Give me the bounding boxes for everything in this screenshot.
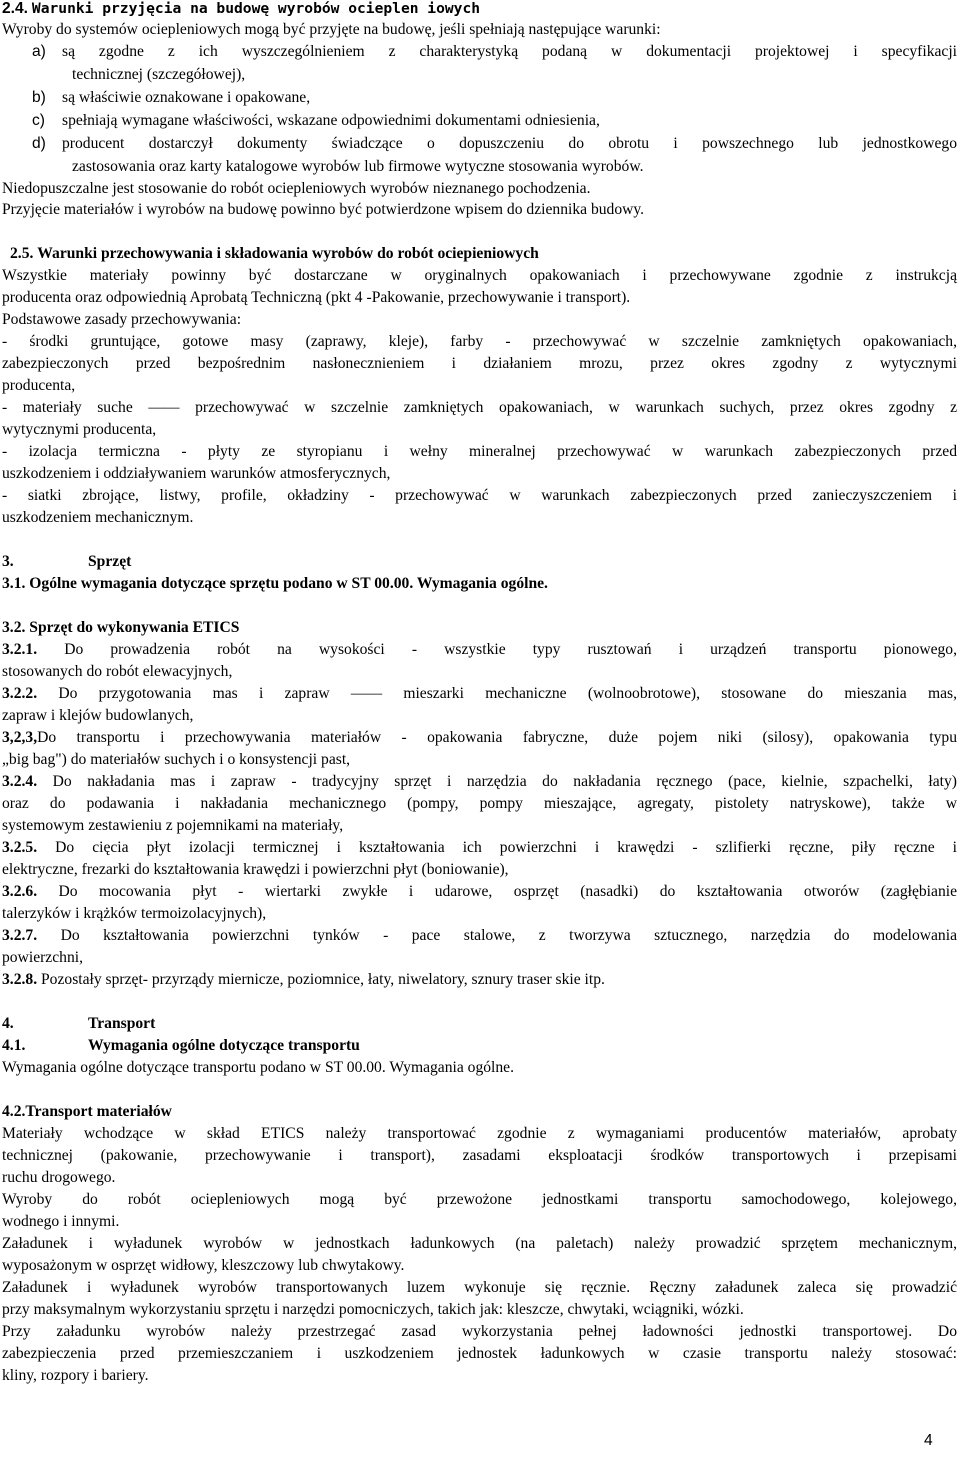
section-3-2-heading: 3.2. Sprzęt do wykonywania ETICS bbox=[2, 619, 240, 636]
paragraph-line: - środki gruntujące, gotowe masy (zaprawy, kleje), farby - przechowywać w szczelnie zamkniętych opakowaniach, bbox=[2, 333, 957, 350]
section-4-heading: 4. Transport bbox=[2, 1015, 156, 1032]
list-item-cont: „big bag") do materiałów suchych i o konsystencji past, bbox=[2, 751, 351, 768]
section-3-1: 3.1. Ogólne wymagania dotyczące sprzętu podano w ST 00.00. Wymagania ogólne. bbox=[2, 575, 548, 592]
list-item: 3.2.4. Do nakładania mas i zapraw - tradycyjny sprzęt i narzędzia do nakładania ręcznego (pace, kielnie, szpachelki, łaty) bbox=[2, 773, 957, 790]
paragraph-line: ruchu drogowego. bbox=[2, 1169, 116, 1186]
paragraph: Wymagania ogólne dotyczące transportu podano w ST 00.00. Wymagania ogólne. bbox=[2, 1059, 515, 1076]
paragraph-line: zabezpieczonych przed bezpośrednim nasłonecznieniem i działaniem mrozu, przez okres zgodny z wytycznymi bbox=[2, 355, 957, 372]
section-title: Warunki przyjęcia na budowę wyrobów ocieplen iowych bbox=[31, 0, 481, 17]
list-item-cont: elektryczne, frezarki do kształtowania krawędzi i powierzchni płyt (boniowanie), bbox=[2, 861, 509, 878]
list-item-d-cont: zastosowania oraz karty katalogowe wyrobów lub firmowe wytyczne stosowania wyrobów. bbox=[72, 158, 644, 175]
paragraph-line: kliny, rozpory i bariery. bbox=[2, 1367, 149, 1384]
list-item-d: d) producent dostarczył dokumenty świadczące o dopuszczeniu do obrotu i powszechnego lub jednostkowego bbox=[32, 135, 957, 152]
list-item-c: c) spełniają wymagane właściwości, wskazane odpowiednimi dokumentami odniesienia, bbox=[32, 112, 600, 129]
paragraph-line: Przy załadunku wyrobów należy przestrzegać zasad wykorzystania pełnej ładowności jednostki transportowej. Do bbox=[2, 1323, 957, 1340]
paragraph-line: przy maksymalnym wykorzystaniu sprzętu i narzędzi pomocniczych, takich jak: kleszcze, chwytaki, wciągniki, wózki. bbox=[2, 1301, 744, 1318]
section-4-2-heading: 4.2.Transport materiałów bbox=[2, 1103, 172, 1120]
paragraph-line: wytycznymi producenta, bbox=[2, 421, 157, 438]
section-4-1-heading: 4.1. Wymagania ogólne dotyczące transportu bbox=[2, 1037, 360, 1054]
paragraph-line: wodnego i innymi. bbox=[2, 1213, 120, 1230]
list-item: 3.2.2. Do przygotowania mas i zapraw —— mieszarki mechaniczne (wolnoobrotowe), stosowane do mieszania mas, bbox=[2, 685, 957, 702]
list-item: 3.2.5. Do cięcia płyt izolacji termicznej i kształtowania ich powierzchni i krawędzi - szlifierki ręczne, piły ręczne i bbox=[2, 839, 957, 856]
list-item: 3.2.7. Do kształtowania powierzchni tynków - pace stalowe, z tworzywa sztucznego, narzędzia do modelowania bbox=[2, 927, 957, 944]
section-2-4-heading bbox=[2, 0, 957, 20]
paragraph-line: - siatki zbrojące, listwy, profile, okładziny - przechowywać w warunkach zabezpieczonych przed zanieczyszczeniem i bbox=[2, 487, 957, 504]
list-item-cont: powierzchni, bbox=[2, 949, 83, 966]
list-item-cont: stosowanych do robót elewacyjnych, bbox=[2, 663, 233, 680]
list-item: 3.2.8. Pozostały sprzęt- przyrządy miernicze, poziomnice, łaty, niwelatory, sznury traser skie itp. bbox=[2, 971, 605, 988]
page-number: 4 bbox=[924, 1432, 933, 1449]
list-item-cont: oraz do podawania i nakładania mechanicznego (pompy, pompy mieszające, agregaty, pistolety natryskowe), także w bbox=[2, 795, 957, 812]
paragraph-line: uszkodzeniem mechanicznym. bbox=[2, 509, 194, 526]
paragraph-line: Załadunek i wyładunek wyrobów transportowanych luzem wykonuje się ręcznie. Ręczny załadunek zaleca się prowadzić bbox=[2, 1279, 957, 1296]
list-item-a: a) są zgodne z ich wyszczególnieniem z charakterystyką podaną w dokumentacji projektowej i specyfikacji bbox=[32, 43, 957, 60]
list-item-cont: zapraw i klejów budowlanych, bbox=[2, 707, 194, 724]
paragraph: Przyjęcie materiałów i wyrobów na budowę powinno być potwierdzone wpisem do dziennika budowy. bbox=[2, 201, 645, 218]
paragraph-line: zabezpieczenia przed przemieszczaniem i uszkodzeniem jednostek ładunkowych w czasie transportu należy stosować: bbox=[2, 1345, 957, 1362]
list-item: 3.2.1. Do prowadzenia robót na wysokości - wszystkie typy rusztowań i urządzeń transportu pionowego, bbox=[2, 641, 957, 658]
list-item: 3,2,3,Do transportu i przechowywania materiałów - opakowania fabryczne, duże pojem niki (silosy), opakowania typu bbox=[2, 729, 957, 746]
section-number: 2.5. bbox=[10, 245, 34, 262]
paragraph-line: Wyroby do robót ociepleniowych mogą być przewożone jednostkami transportu samochodowego, kolejowego, bbox=[2, 1191, 957, 1208]
paragraph-line: Podstawowe zasady przechowywania: bbox=[2, 311, 242, 328]
list-item-cont: systemowym zestawieniu z pojemnikami na materiały, bbox=[2, 817, 344, 834]
paragraph-line: - materiały suche —— przechowywać w szczelnie zamkniętych opakowaniach, w warunkach suchych, przez okres zgodny z bbox=[2, 399, 957, 416]
section-title: Warunki przechowywania i składowania wyrobów do robót ociepieniowych bbox=[37, 245, 539, 262]
section-number: 2.4. bbox=[2, 0, 29, 17]
section-2-4-intro: Wyroby do systemów ociepleniowych mogą być przyjęte na budowę, jeśli spełniają następujące warunki: bbox=[2, 21, 661, 38]
paragraph-line: Załadunek i wyładunek wyrobów w jednostkach ładunkowych (na paletach) należy prowadzić sprzętem mechanicznym, bbox=[2, 1235, 957, 1252]
paragraph: Niedopuszczalne jest stosowanie do robót ociepleniowych wyrobów nieznanego pochodzenia. bbox=[2, 180, 591, 197]
paragraph-line: Wszystkie materiały powinny być dostarczane w oryginalnych opakowaniach i przechowywane zgodnie z instrukcją bbox=[2, 267, 957, 284]
paragraph-line: Materiały wchodzące w skład ETICS należy transportować zgodnie z wymaganiami producentów materiałów, aprobaty bbox=[2, 1125, 957, 1142]
list-item-cont: talerzyków i krążków termoizolacyjnych), bbox=[2, 905, 267, 922]
list-item: 3.2.6. Do mocowania płyt - wiertarki zwykłe i udarowe, osprzęt (nasadki) do kształtowania otworów (zagłębianie bbox=[2, 883, 957, 900]
section-2-5-heading bbox=[10, 243, 960, 265]
paragraph-line: producenta, bbox=[2, 377, 76, 394]
list-item-a-cont: technicznej (szczegółowej), bbox=[72, 66, 246, 83]
paragraph-line: - izolacja termiczna - płyty ze styropianu i wełny mineralnej przechowywać w warunkach zabezpieczonych przed bbox=[2, 443, 957, 460]
paragraph-line: technicznej (pakowanie, przechowywanie i transport), zasadami eksploatacji środków transportowych i przepisami bbox=[2, 1147, 957, 1164]
paragraph-line: wyposażonym w osprzęt widłowy, kleszczowy lub chwytakowy. bbox=[2, 1257, 405, 1274]
paragraph-line: uszkodzeniem i oddziaływaniem warunków atmosferycznych, bbox=[2, 465, 391, 482]
paragraph-line: producenta oraz odpowiednią Aprobatą Techniczną (pkt 4 -Pakowanie, przechowywanie i transport). bbox=[2, 289, 631, 306]
list-item-b: b) są właściwie oznakowane i opakowane, bbox=[32, 89, 311, 106]
section-3-heading: 3. Sprzęt bbox=[2, 553, 132, 570]
